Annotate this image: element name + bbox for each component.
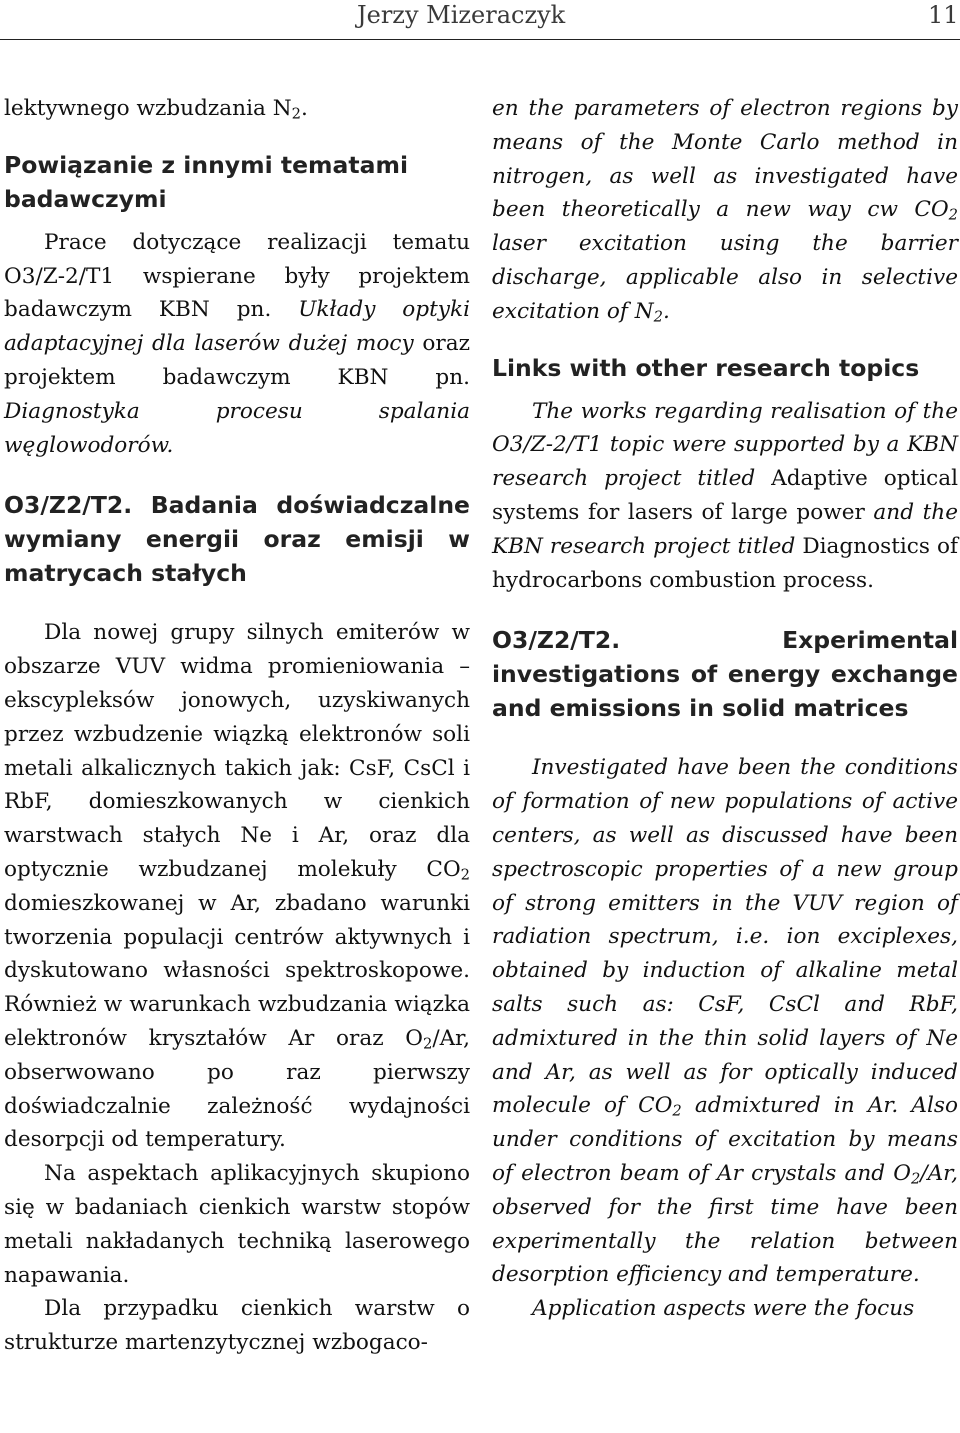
left-intro-paragraph: lektywnego wzbudzania $N_2$. bbox=[4, 96, 308, 123]
running-author: Jerzy Mizeraczyk bbox=[357, 1, 566, 29]
left-project-title-2: Diagnostyka procesu spalania węglowodorów. bbox=[4, 398, 470, 458]
left-body-paragraph-1: Dla nowej grupy silnych emiterów w obszarze VUV widma promieniowania – ekscypleksów jonowych, uzyskiwanych przez wzbudzenie wiązką elektronów soli metali alkalicznych takich jak: CsF, CsCl i RbF, domieszkowanych w cienkich warstwach stałych Ne i Ar, oraz dla optycznie wzbudzanej molekuły $CO_2$ domieszkowanej w Ar, zbadano warunki tworzenia populacji centrów aktywnych i dyskutowano własności spektroskopowe. Również w warunkach wzbudzania wiązka elektronów kryształów Ar oraz $O_2/Ar$, obserwowano po raz pierwszy doświadczalnie zależność wydajności desorpcji od temperatury. bbox=[4, 620, 470, 1153]
right-project-title-2: Diagnostics of hydrocarbons combustion process. bbox=[492, 533, 958, 593]
right-body-paragraph-1: Investigated have been the conditions of formation of new populations of active centers, as well as discussed have been spectroscopic properties of a new group of strong emitters in the VUV region of radiation spectrum, i.e. ion exciplexes, obtained by induction of alkaline metal salts such as: CsF, CsCl and RbF, admixtured in the thin solid layers of Ne and Ar, as well as for optically induced molecule of $CO_2$ admixtured in Ar. Also under conditions of excitation by means of electron beam of Ar crystals and $O_2/Ar$, observed for the first time have been experimentally the relation between desorption efficiency and temperature. bbox=[492, 755, 958, 1288]
right-intro-paragraph: en the parameters of electron regions by means of the Monte Carlo method in nitrogen, as well as investigated have been theoretically a new way cw $CO_2$ laser excitation using the barrier discharge, applicable also in selective excitation of $N_2$. bbox=[492, 96, 958, 326]
right-project-title-1: Adaptive optical systems for lasers of large power bbox=[492, 466, 958, 525]
left-project-title-1: Układy optyki adaptacyjnej dla laserów dużej mocy bbox=[4, 297, 470, 357]
page-number: 11 bbox=[928, 1, 959, 29]
right-body-paragraph-2: Application aspects were the focus bbox=[532, 1296, 915, 1322]
left-body-paragraph-2: Na aspektach aplikacyjnych skupiono się w badaniach cienkich warstw stopów metali nakładanych techniką laserowego napawania. bbox=[4, 1161, 470, 1288]
left-links-heading: Powiązanie z innymi tematami badawczymi bbox=[4, 150, 408, 213]
left-body-paragraph-3: Dla przypadku cienkich warstw o strukturze martenzytycznej wzbogaco- bbox=[4, 1296, 470, 1356]
right-column bbox=[492, 92, 958, 1326]
left-topic-heading: O3/Z2/T2. Badania doświadczalne wymiany energii oraz emisji w matrycach stałych bbox=[4, 491, 470, 588]
right-topic-heading: O3/Z2/T2. Experimental investigations of energy exchange and emissions in solid matrices bbox=[492, 626, 958, 723]
page-header bbox=[0, 0, 960, 40]
left-links-paragraph: Prace dotyczące realizacji tematu O3/Z-2/T1 wspierane były projektem badawczym KBN pn. Układy optyki adaptacyjnej dla laserów dużej mocy oraz projektem badawczym KBN pn. Diagnostyka procesu spalania węglowodorów. bbox=[4, 229, 470, 458]
right-links-paragraph: The works regarding realisation of the O3/Z-2/T1 topic were supported by a KBN research project titled Adaptive optical systems for lasers of large power and the KBN research project titled Diagnostics of hydrocarbons combustion process. bbox=[492, 398, 958, 593]
left-column bbox=[4, 92, 470, 1360]
right-links-heading: Links with other research topics bbox=[492, 353, 920, 382]
